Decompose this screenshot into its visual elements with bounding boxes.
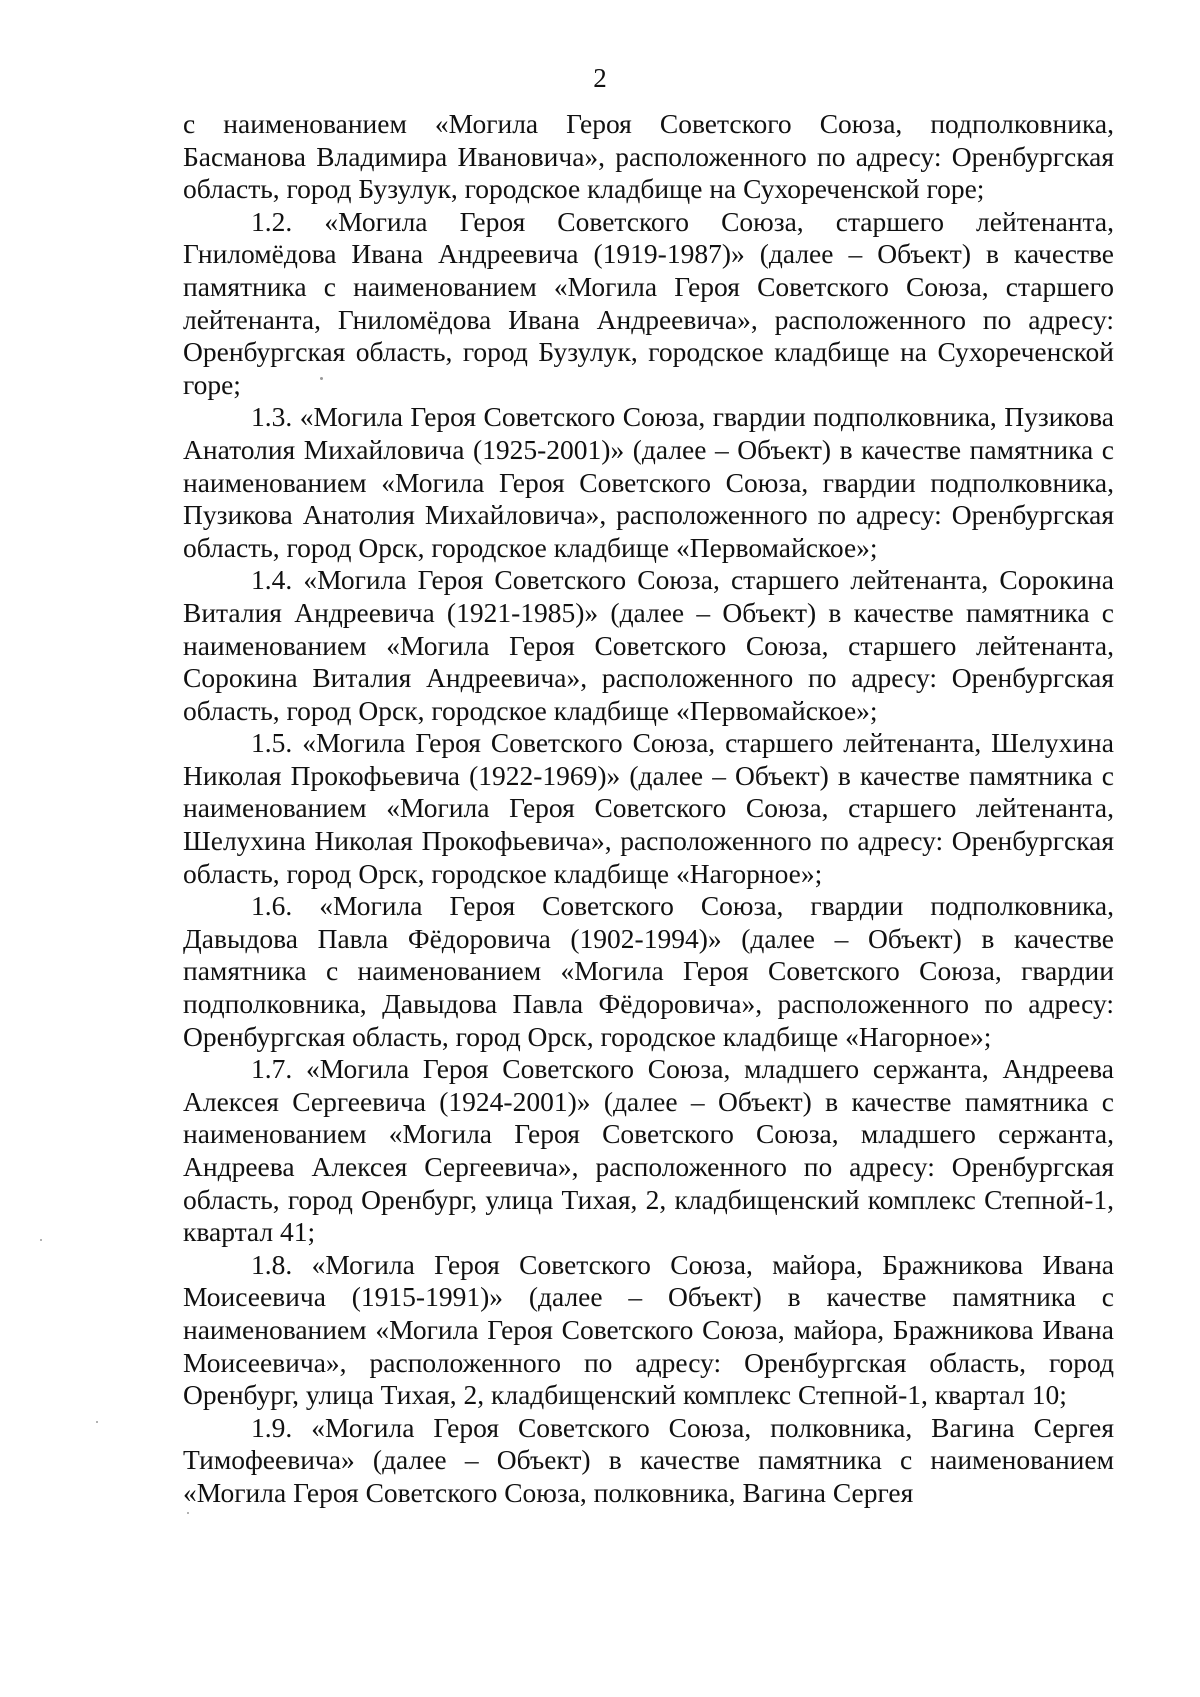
paragraph-1-6: 1.6. «Могила Героя Советского Союза, гвардии подполковника, Давыдова Павла Фёдоровича (1902-1994)» (далее – Объект) в качестве памятника с наименованием «Могила Героя Советского Союза, гвардии подполковника, Давыдова Павла Фёдоровича», расположенного по адресу: Оренбургская область, город Орск, городское кладбище «Нагорное»; [183, 890, 1114, 1052]
paragraph-1-7: 1.7. «Могила Героя Советского Союза, младшего сержанта, Андреева Алексея Сергеевича (1924-2001)» (далее – Объект) в качестве памятника с наименованием «Могила Героя Советского Союза, младшего сержанта, Андреева Алексея Сергеевича», расположенного по адресу: Оренбургская область, город Оренбург, улица Тихая, 2, кладбищенский комплекс Степной-1, квартал 41; [183, 1053, 1114, 1248]
paragraph-1-1-continued: с наименованием «Могила Героя Советского Союза, подполковника, Басманова Владимира Ивановича», расположенного по адресу: Оренбургская область, город Бузулук, городское кладбище на Сухореченской горе; [183, 108, 1114, 205]
scan-speck [320, 377, 323, 380]
paragraph-1-4: 1.4. «Могила Героя Советского Союза, старшего лейтенанта, Сорокина Виталия Андреевича (1921-1985)» (далее – Объект) в качестве памятника с наименованием «Могила Героя Советского Союза, старшего лейтенанта, Сорокина Виталия Андреевича», расположенного по адресу: Оренбургская область, город Орск, городское кладбище «Первомайское»; [183, 564, 1114, 726]
scan-speck [96, 1421, 98, 1423]
paragraph-1-8: 1.8. «Могила Героя Советского Союза, майора, Бражникова Ивана Моисеевича (1915-1991)» (далее – Объект) в качестве памятника с наименованием «Могила Героя Советского Союза, майора, Бражникова Ивана Моисеевича», расположенного по адресу: Оренбургская область, город Оренбург, улица Тихая, 2, кладбищенский комплекс Степной-1, квартал 10; [183, 1248, 1114, 1411]
scan-speck [187, 1512, 189, 1514]
paragraph-1-3: 1.3. «Могила Героя Советского Союза, гвардии подполковника, Пузикова Анатолия Михайловича (1925-2001)» (далее – Объект) в качестве памятника с наименованием «Могила Героя Советского Союза, гвардии подполковника, Пузикова Анатолия Михайловича», расположенного по адресу: Оренбургская область, город Орск, городское кладбище «Первомайское»; [183, 401, 1114, 563]
paragraph-1-5: 1.5. «Могила Героя Советского Союза, старшего лейтенанта, Шелухина Николая Прокофьевича (1922-1969)» (далее – Объект) в качестве памятника с наименованием «Могила Героя Советского Союза, старшего лейтенанта, Шелухина Николая Прокофьевича», расположенного по адресу: Оренбургская область, город Орск, городское кладбище «Нагорное»; [183, 727, 1114, 889]
page-number: 2 [593, 63, 607, 93]
scan-speck [40, 1239, 42, 1241]
document-body [183, 108, 1114, 1510]
paragraph-1-2: 1.2. «Могила Героя Советского Союза, старшего лейтенанта, Гниломёдова Ивана Андреевича (1919-1987)» (далее – Объект) в качестве памятника с наименованием «Могила Героя Советского Союза, старшего лейтенанта, Гниломёдова Ивана Андреевича», расположенного по адресу: Оренбургская область, город Бузулук, городское кладбище на Сухореченской горе; [183, 205, 1114, 400]
paragraph-1-9: 1.9. «Могила Героя Советского Союза, полковника, Вагина Сергея Тимофеевича» (далее – Объект) в качестве памятника с наименованием «Могила Героя Советского Союза, полковника, Вагина Сергея [183, 1411, 1114, 1508]
